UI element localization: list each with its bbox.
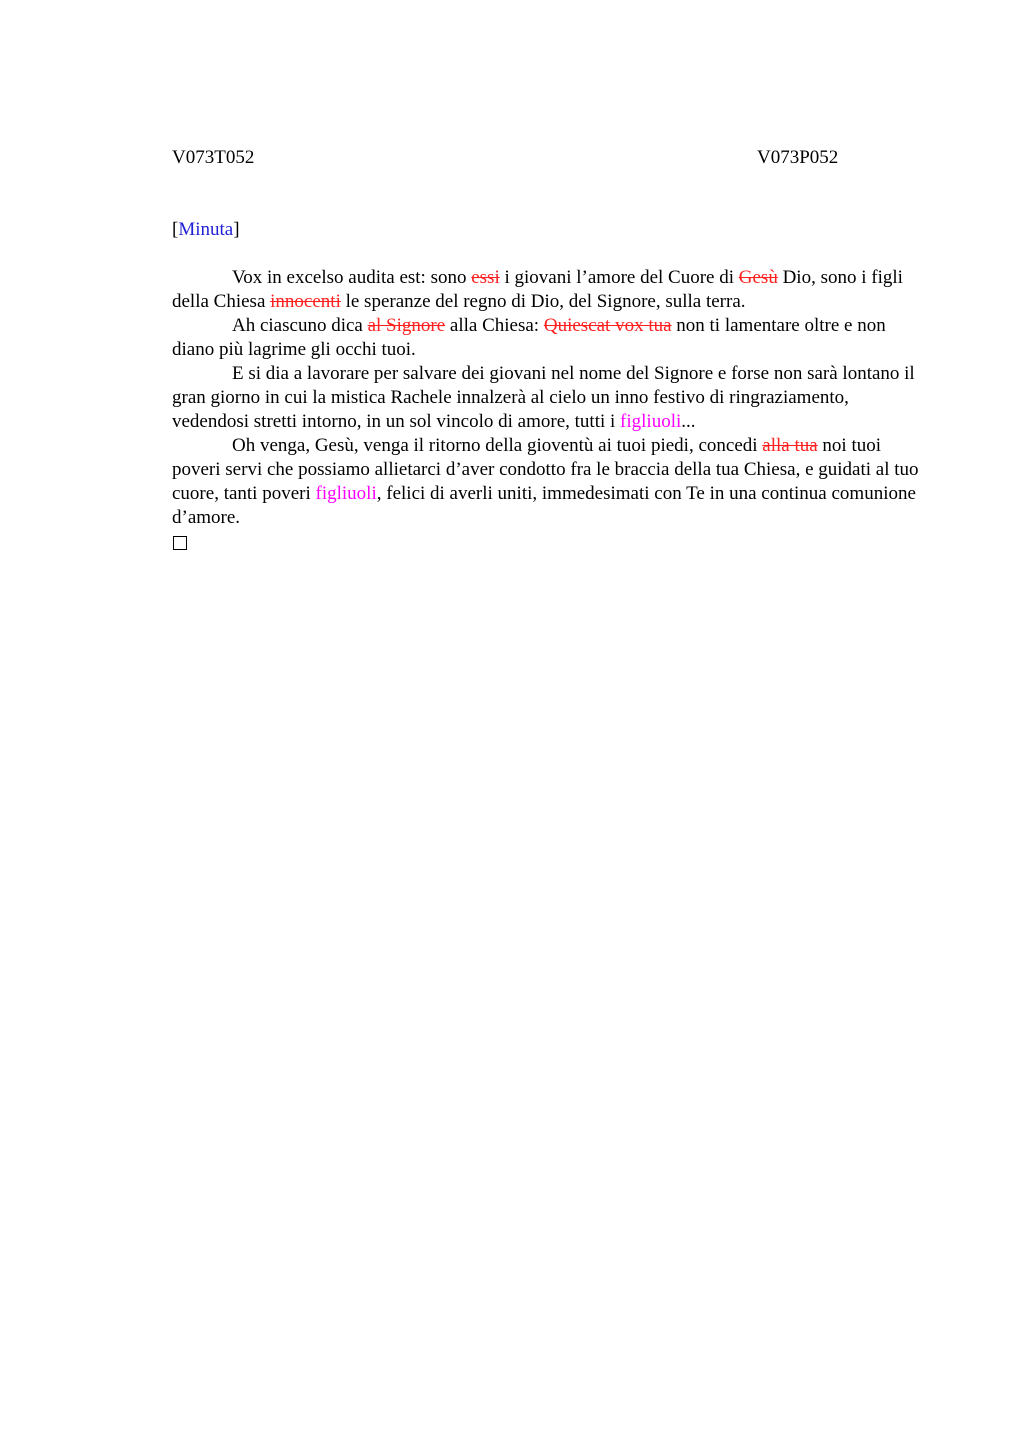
text-run: , felici di averli uniti, immedesimati con Te in una continua comunione d’amore. (172, 483, 916, 528)
text-run: Vox in excelso audita est: sono (232, 267, 472, 288)
text-run: Dio, sono i figli della Chiesa (172, 267, 903, 312)
deleted-text: innocenti (270, 291, 341, 312)
deleted-text: alla tua (762, 435, 818, 456)
text-run: E si dia a lavorare per salvare dei giovani nel nome del Signore e forse non sarà lontano il gran giorno in cui la mistica Rachele innalzerà al cielo un inno festivo di ringraziamento, vedendosi stretti intorno, in un sol vincolo di amore, tutti i (172, 363, 915, 432)
text-run: i giovani l’amore del Cuore di (499, 267, 739, 288)
volume-text-code: V073T052 (172, 147, 255, 168)
paragraph (172, 434, 928, 530)
paragraph (172, 362, 928, 434)
deleted-text: essi (471, 267, 500, 288)
highlighted-text: figliuoli (315, 483, 377, 504)
text-run: Ah ciascuno dica (232, 315, 368, 336)
section-open-bracket: [ (172, 219, 179, 240)
document-header (172, 146, 928, 170)
paragraph (172, 266, 928, 314)
deleted-text: Gesù (738, 267, 778, 288)
highlighted-text: figliuoli (620, 411, 682, 432)
text-run: Oh venga, Gesù, venga il ritorno della gioventù ai tuoi piedi, concedi (232, 435, 763, 456)
section-close-bracket: ] (233, 219, 240, 240)
deleted-text: al Signore (367, 315, 446, 336)
section-label (172, 218, 928, 242)
text-run: noi tuoi poveri servi che possiamo allietarci d’aver condotto fra le braccia della tua Chiesa, e guidati al tuo cuore, tanti poveri (172, 435, 919, 504)
deleted-text: Quiescat vox tua (543, 315, 672, 336)
section-label-word: Minuta (178, 219, 234, 240)
document-page (172, 146, 928, 550)
paragraph (172, 314, 928, 362)
volume-page-code: V073P052 (757, 147, 839, 168)
text-run: ... (681, 411, 696, 432)
text-run: non ti lamentare oltre e non diano più lagrime gli occhi tuoi. (172, 315, 886, 360)
body-text (172, 266, 928, 530)
text-run: alla Chiesa: (445, 315, 544, 336)
text-run: le speranze del regno di Dio, del Signore, sulla terra. (340, 291, 746, 312)
end-square-icon (173, 536, 187, 550)
